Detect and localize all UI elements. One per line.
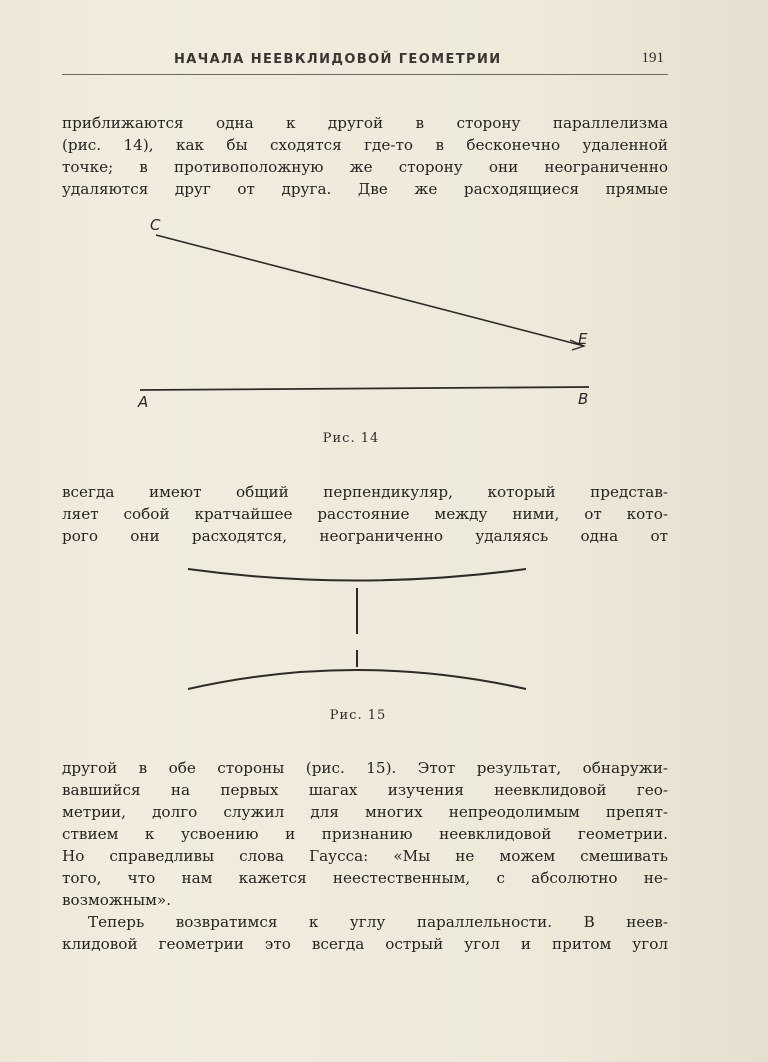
text-line: метрии, долго служил для многих непреодолимым препят- xyxy=(62,803,668,821)
text-line: Теперь возвратимся к углу параллельности. В неев- xyxy=(88,913,668,931)
paragraph-4 xyxy=(62,911,668,955)
running-head-title: НАЧАЛА НЕЕВКЛИДОВОЙ ГЕОМЕТРИИ xyxy=(174,52,502,67)
paragraph-3 xyxy=(62,757,668,911)
figure-14-caption: Рис. 14 xyxy=(322,431,380,446)
label-b: B xyxy=(578,390,589,408)
text-line: другой в обе стороны (рис. 15). Этот результат, обнаружи- xyxy=(62,759,668,777)
text-line: (рис. 14), как бы сходятся где-то в бесконечно удаленной xyxy=(62,136,668,154)
text-line: того, что нам кажется неестественным, с абсолютно не- xyxy=(62,869,668,887)
figure-15-caption: Рис. 15 xyxy=(329,708,387,723)
label-e: E xyxy=(578,330,588,348)
page-number: 191 xyxy=(641,50,664,66)
label-a: A xyxy=(138,393,149,411)
lower-curve xyxy=(188,670,526,689)
upper-curve xyxy=(188,569,526,581)
text-line: вавшийся на первых шагах изучения неевклидовой гео- xyxy=(62,781,668,799)
text-line: ляет собой кратчайшее расстояние между ними, от кото- xyxy=(62,505,668,523)
label-c: C xyxy=(150,216,161,234)
text-line: рого они расходятся, неограниченно удаляясь одна от xyxy=(62,527,668,545)
text-line: всегда имеют общий перпендикуляр, который представ- xyxy=(62,483,668,501)
text-line: удаляются друг от друга. Две же расходящиеся прямые xyxy=(62,180,668,198)
text-line: клидовой геометрии это всегда острый угол и притом угол xyxy=(62,935,668,953)
text-line: возможным». xyxy=(62,891,172,909)
text-line: ствием к усвоению и признанию неевклидовой геометрии. xyxy=(62,825,668,843)
text-line: приближаются одна к другой в сторону параллелизма xyxy=(62,114,668,132)
text-line: точке; в противоположную же сторону они неограниченно xyxy=(62,158,668,176)
text-line: Но справедливы слова Гаусса: «Мы не можем смешивать xyxy=(62,847,668,865)
